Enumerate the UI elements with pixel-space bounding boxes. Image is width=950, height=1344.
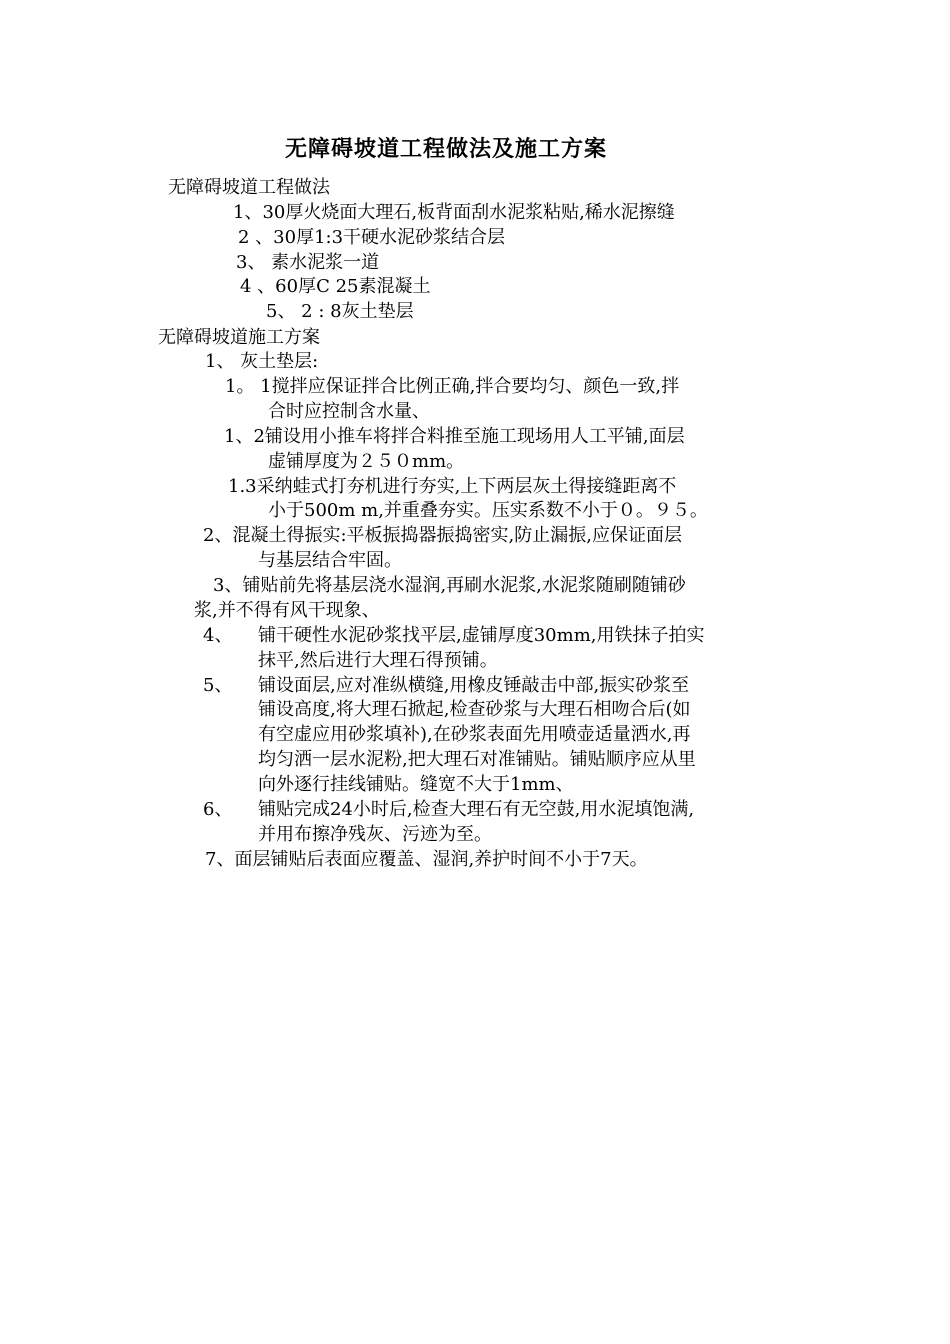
plan-step-5-cont-2: 有空虚应用砂浆填补),在砂浆表面先用喷壶适量洒水,再 bbox=[258, 724, 691, 745]
method-item-3: 3、 素水泥浆一道 bbox=[236, 252, 380, 273]
plan-step-3-cont: 浆,并不得有风干现象、 bbox=[194, 600, 380, 621]
plan-step-4: 铺干硬性水泥砂浆找平层,虚铺厚度30mm,用铁抹子拍实 bbox=[258, 625, 705, 646]
plan-substep-1-1: 1。 1搅拌应保证拌合比例正确,拌合要均匀、颜色一致,拌 bbox=[225, 376, 680, 397]
plan-step-5-cont-3: 均匀洒一层水泥粉,把大理石对准铺贴。铺贴顺序应从里 bbox=[258, 749, 696, 770]
plan-step-1: 1、 灰土垫层: bbox=[205, 351, 319, 372]
plan-step-6-number: 6、 bbox=[203, 799, 233, 820]
method-item-5: 5、 2 : 8灰土垫层 bbox=[266, 301, 414, 322]
plan-step-6: 铺贴完成24小时后,检查大理石有无空鼓,用水泥填饱满, bbox=[258, 799, 695, 820]
plan-step-5-number: 5、 bbox=[203, 675, 233, 696]
method-item-4: 4 、60厚C 25素混凝土 bbox=[240, 276, 431, 297]
plan-step-7: 7、面层铺贴后表面应覆盖、湿润,养护时间不小于7天。 bbox=[205, 849, 648, 870]
plan-step-4-cont: 抹平,然后进行大理石得预铺。 bbox=[258, 650, 498, 671]
plan-step-6-cont: 并用布擦净残灰、污迹为至。 bbox=[258, 824, 492, 845]
plan-substep-1-1-cont: 合时应控制含水量、 bbox=[268, 401, 430, 422]
plan-step-5: 铺设面层,应对准纵横缝,用橡皮锤敲击中部,振实砂浆至 bbox=[258, 675, 690, 696]
method-item-2: 2 、30厚1:3干硬水泥砂浆结合层 bbox=[238, 227, 506, 248]
document-title: 无障碍坡道工程做法及施工方案 bbox=[285, 136, 608, 162]
plan-step-5-cont-4: 向外逐行挂线铺贴。缝宽不大于1mm、 bbox=[258, 774, 574, 795]
plan-substep-1-2: 1、2铺设用小推车将拌合料推至施工现场用人工平铺,面层 bbox=[224, 426, 685, 447]
section-heading-plan: 无障碍坡道施工方案 bbox=[158, 327, 320, 348]
method-item-1: 1、30厚火烧面大理石,板背面刮水泥浆粘贴,稀水泥擦缝 bbox=[233, 202, 675, 223]
section-heading-method: 无障碍坡道工程做法 bbox=[168, 177, 330, 198]
plan-step-5-cont-1: 铺设高度,将大理石掀起,检查砂浆与大理石相吻合后(如 bbox=[258, 699, 691, 720]
plan-step-3: 3、铺贴前先将基层浇水湿润,再刷水泥浆,水泥浆随刷随铺砂 bbox=[213, 575, 686, 596]
plan-substep-1-3-cont: 小于500m m,并重叠夯实。压实系数不小于０。９５。 bbox=[268, 500, 708, 521]
plan-substep-1-2-cont: 虚铺厚度为２５０mm。 bbox=[268, 451, 465, 472]
plan-substep-1-3: 1.3采纳蛙式打夯机进行夯实,上下两层灰土得接缝距离不 bbox=[228, 476, 677, 497]
plan-step-4-number: 4、 bbox=[203, 625, 233, 646]
plan-step-2-cont: 与基层结合牢固。 bbox=[258, 550, 402, 571]
plan-step-2: 2、混凝土得振实:平板振捣器振捣密实,防止漏振,应保证面层 bbox=[203, 525, 682, 546]
